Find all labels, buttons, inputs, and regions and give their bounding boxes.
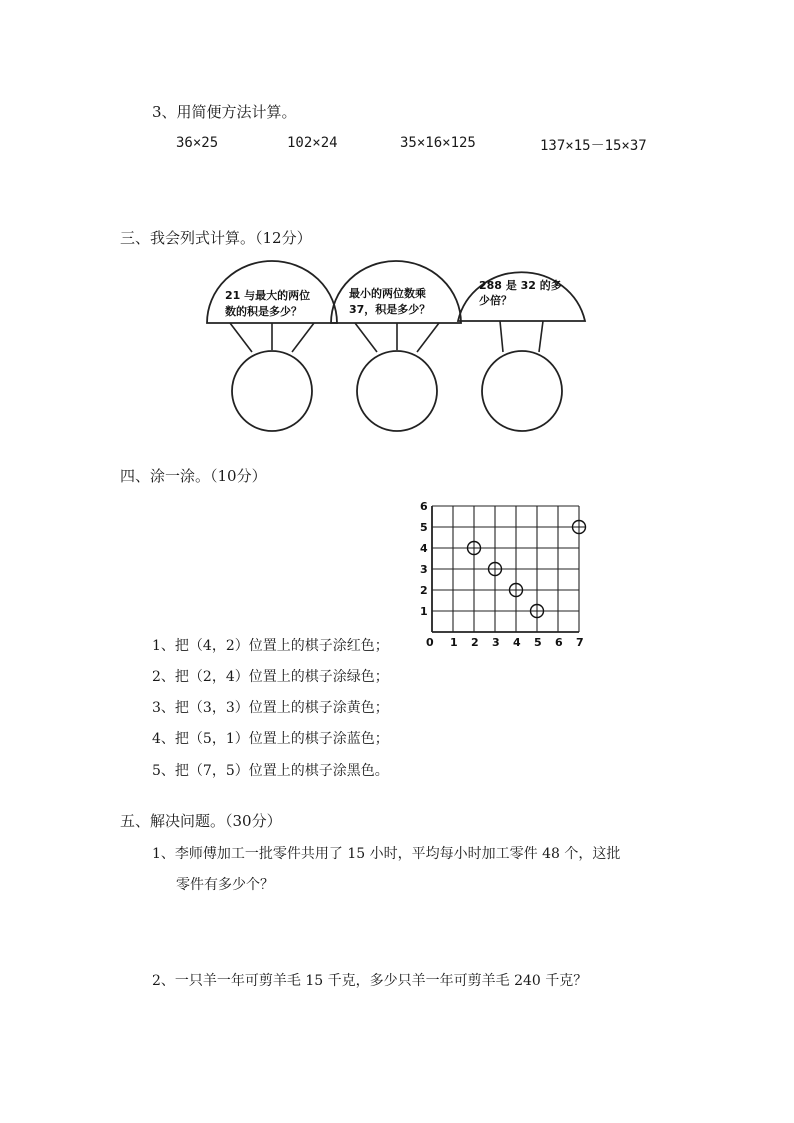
calc-problem: 35×16×125	[400, 135, 476, 151]
x-tick-label: 4	[513, 636, 521, 649]
chess-piece[interactable]	[489, 563, 502, 576]
parachute-3-line1: 288 是 32 的多	[479, 279, 562, 292]
calc-problem: 137×15－15×37	[540, 138, 647, 154]
instruction-2: 2、把（2，4）位置上的棋子涂绿色；	[152, 669, 389, 685]
parachute-2-line2: 37，积是多少？	[349, 303, 431, 316]
x-tick-label: 1	[450, 636, 458, 649]
x-tick-label: 5	[534, 636, 542, 649]
parachute-3	[458, 272, 585, 431]
parachute-2-line1: 最小的两位数乘	[349, 287, 426, 300]
y-tick-label: 6	[420, 500, 428, 513]
x-tick-label: 3	[492, 636, 500, 649]
parachute-1-line1: 21 与最大的两位	[225, 289, 311, 302]
instruction-4: 4、把（5，1）位置上的棋子涂蓝色；	[152, 731, 389, 747]
chess-piece[interactable]	[468, 542, 481, 555]
problem-1-line2: 零件有多少个？	[176, 877, 274, 893]
parachute-diagram	[195, 255, 595, 440]
x-tick-label: 2	[471, 636, 479, 649]
x-tick-label: 6	[555, 636, 563, 649]
calc-problem: 36×25	[176, 135, 219, 151]
y-tick-label: 3	[420, 563, 428, 576]
easy-calc-problems	[0, 135, 794, 157]
grid-labels	[420, 500, 584, 649]
grid-lines	[432, 506, 579, 632]
section5-title: 五、解决问题。（30分）	[120, 812, 282, 830]
instruction-3: 3、把（3，3）位置上的棋子涂黄色；	[152, 700, 389, 716]
chess-piece[interactable]	[573, 521, 586, 534]
x-tick-label: 7	[576, 636, 584, 649]
section4-title: 四、涂一涂。（10分）	[120, 467, 267, 485]
easy-calc-title: 3、用简便方法计算。	[152, 103, 297, 121]
calc-problem: 102×24	[287, 135, 338, 151]
chess-piece[interactable]	[510, 584, 523, 597]
problem-1-line1: 1、李师傅加工一批零件共用了 15 小时，平均每小时加工零件 48 个，这批	[152, 846, 621, 862]
instruction-1: 1、把（4，2）位置上的棋子涂红色；	[152, 638, 389, 654]
parachute-1	[207, 261, 337, 431]
y-tick-label: 2	[420, 584, 428, 597]
parachute-2	[331, 261, 461, 431]
coordinate-grid	[415, 495, 595, 655]
instruction-5: 5、把（7，5）位置上的棋子涂黑色。	[152, 763, 389, 779]
problem-2: 2、一只羊一年可剪羊毛 15 千克，多少只羊一年可剪羊毛 240 千克？	[152, 973, 588, 989]
x-tick-label: 0	[426, 636, 434, 649]
y-tick-label: 5	[420, 521, 428, 534]
y-tick-label: 4	[420, 542, 428, 555]
parachute-3-line2: 少倍？	[479, 294, 512, 307]
y-tick-label: 1	[420, 605, 428, 618]
parachute-1-line2: 数的积是多少？	[225, 305, 302, 318]
chess-piece[interactable]	[531, 605, 544, 618]
section3-title: 三、我会列式计算。（12分）	[120, 229, 312, 247]
